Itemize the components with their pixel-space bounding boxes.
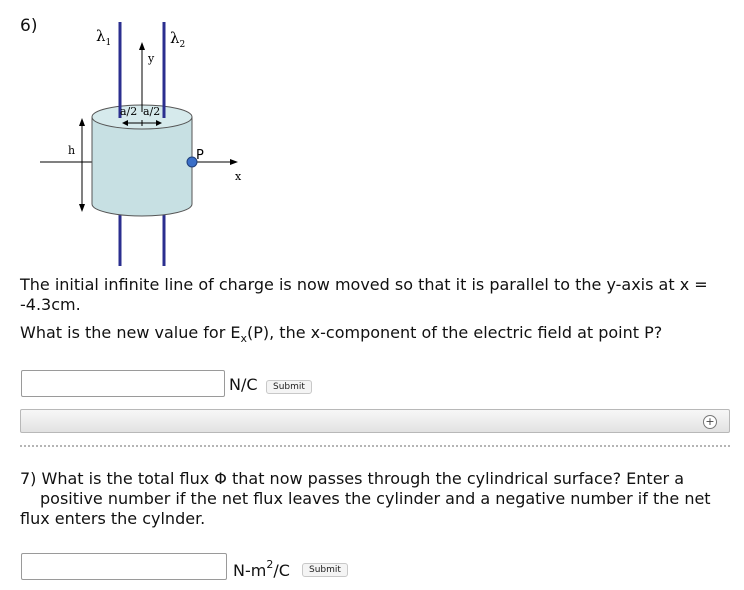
cylinder-diagram [30,14,250,274]
prompt-subscript: x [240,332,247,345]
question-6-line-1: The initial infinite line of charge is now moved so that it is parallel to the y-axis at x = [20,275,708,294]
cylinder-body [92,117,192,216]
hint-bar[interactable] [20,409,730,433]
y-axis-arrowhead [139,42,145,50]
y-axis-label: y [148,52,155,65]
q6-answer-input[interactable] [21,370,225,397]
q7-unit-pre: N-m [233,561,267,580]
question-7-text [20,469,732,529]
plus-icon[interactable]: + [703,415,717,429]
q7-unit-label [233,558,290,580]
x-axis-arrowhead [230,159,238,165]
q6-unit-label: N/C [229,375,258,394]
prompt-pre: What is the new value for E [20,323,241,342]
section-divider [20,445,730,447]
height-arrowhead-bottom [79,204,85,212]
half-a-right-label: a/2 [143,105,161,118]
q6-submit-button[interactable]: Submit [266,380,312,394]
q7-answer-input[interactable] [21,553,227,580]
question-6-prompt [20,323,732,349]
q7-unit-superscript: 2 [266,558,274,571]
question-6-text [20,275,732,315]
question-7-line-3: flux enters the cylnder. [20,509,206,528]
prompt-post: (P), the x-component of the electric field at point P? [247,323,663,342]
q7-submit-button[interactable]: Submit [302,563,348,577]
lambda-1-label: $\lambda_1$ [96,27,112,48]
height-label: h [68,144,76,157]
question-6-number: 6) [20,16,38,36]
question-7-line-1: 7) What is the total flux Φ that now passes through the cylindrical surface? Enter a [20,469,684,488]
q7-unit-post: /C [273,561,290,580]
question-6-line-2: -4.3cm. [20,295,81,314]
x-axis-label: x [235,170,242,183]
half-a-left-label: a/2 [120,105,138,118]
height-arrowhead-top [79,118,85,126]
point-p-label: P [196,148,204,163]
lambda-2-label: $\lambda_2$ [170,29,186,50]
question-7-line-2: positive number if the net flux leaves the cylinder and a negative number if the net [40,489,711,508]
